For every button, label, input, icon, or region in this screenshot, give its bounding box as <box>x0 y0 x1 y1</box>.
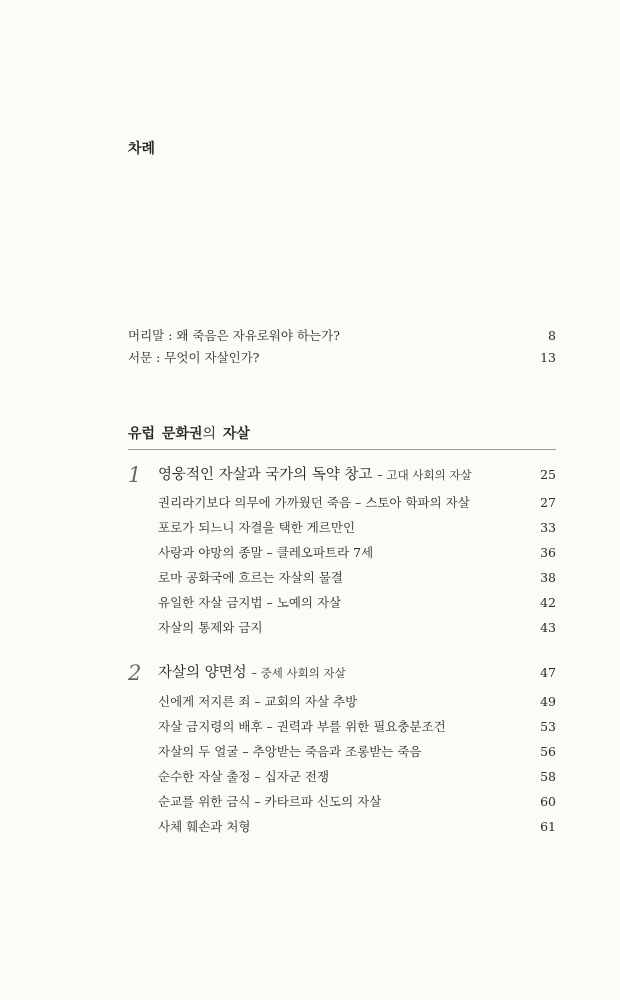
chapter-number: 1 <box>128 463 142 487</box>
section-page: 60 <box>540 794 556 809</box>
section-page: 36 <box>540 545 556 560</box>
section-entry <box>0 817 620 837</box>
entry-title: 서문 : 무엇이 자살인가? <box>128 350 260 365</box>
entry-title: 머리말 : 왜 죽음은 자유로워야 하는가? <box>128 328 340 343</box>
section-title: 포로가 되느니 자결을 택한 게르만인 <box>158 520 356 535</box>
chapter-1-entry <box>0 465 620 485</box>
section-entry <box>0 543 620 563</box>
part-title-suffix: 자살 <box>222 426 250 442</box>
section-page: 56 <box>540 744 556 759</box>
section-entry <box>0 493 620 513</box>
section-title: 자살의 통제와 금지 <box>158 620 263 635</box>
chapter-subtitle: – 중세 사회의 자살 <box>251 666 346 680</box>
part-title-particle: 의 <box>202 426 217 442</box>
section-page: 58 <box>540 769 556 784</box>
section-title: 권리라기보다 의무에 가까웠던 죽음 – 스토아 학파의 자살 <box>158 495 470 510</box>
section-title: 사체 훼손과 처형 <box>158 819 251 834</box>
section-title: 신에게 저지른 죄 – 교회의 자살 추방 <box>158 694 358 709</box>
chapter-2-entry <box>0 663 620 683</box>
section-entry <box>0 568 620 588</box>
section-page: 38 <box>540 570 556 585</box>
chapter-title-main: 영웅적인 자살과 국가의 독약 창고 <box>158 467 373 483</box>
section-title: 사랑과 야망의 종말 – 클레오파트라 7세 <box>158 545 374 560</box>
section-title: 자살의 두 얼굴 – 추앙받는 죽음과 조롱받는 죽음 <box>158 744 422 759</box>
entry-page: 8 <box>548 328 556 343</box>
chapter-number: 2 <box>128 661 142 685</box>
section-entry <box>0 717 620 737</box>
chapter-subtitle: – 고대 사회의 자살 <box>377 468 472 482</box>
part-title <box>128 423 250 443</box>
section-title: 자살 금지령의 배후 – 권력과 부를 위한 필요충분조건 <box>158 719 446 734</box>
section-page: 27 <box>540 495 556 510</box>
section-page: 43 <box>540 620 556 635</box>
section-title: 순수한 자살 출정 – 십자군 전쟁 <box>158 769 330 784</box>
section-title: 유일한 자살 금지법 – 노예의 자살 <box>158 595 342 610</box>
toc-heading: 차례 <box>128 141 156 157</box>
section-page: 53 <box>540 719 556 734</box>
section-title: 로마 공화국에 흐르는 자살의 물결 <box>158 570 343 585</box>
front-entry-preface <box>0 326 620 346</box>
chapter-page: 47 <box>540 665 556 680</box>
section-entry <box>0 692 620 712</box>
chapter-title <box>158 663 346 683</box>
section-title: 순교를 위한 금식 – 카타르파 신도의 자살 <box>158 794 382 809</box>
section-entry <box>0 518 620 538</box>
part-title-prefix: 유럽 문화권 <box>128 426 203 442</box>
section-entry <box>0 593 620 613</box>
chapter-page: 25 <box>540 467 556 482</box>
section-entry <box>0 742 620 762</box>
chapter-title-main: 자살의 양면성 <box>158 665 247 681</box>
chapter-title <box>158 465 472 485</box>
section-page: 61 <box>540 819 556 834</box>
divider-rule <box>128 449 556 450</box>
section-entry <box>0 792 620 812</box>
section-page: 33 <box>540 520 556 535</box>
entry-page: 13 <box>540 350 556 365</box>
front-entry-introduction <box>0 348 620 368</box>
section-page: 42 <box>540 595 556 610</box>
section-page: 49 <box>540 694 556 709</box>
section-entry <box>0 618 620 638</box>
section-entry <box>0 767 620 787</box>
